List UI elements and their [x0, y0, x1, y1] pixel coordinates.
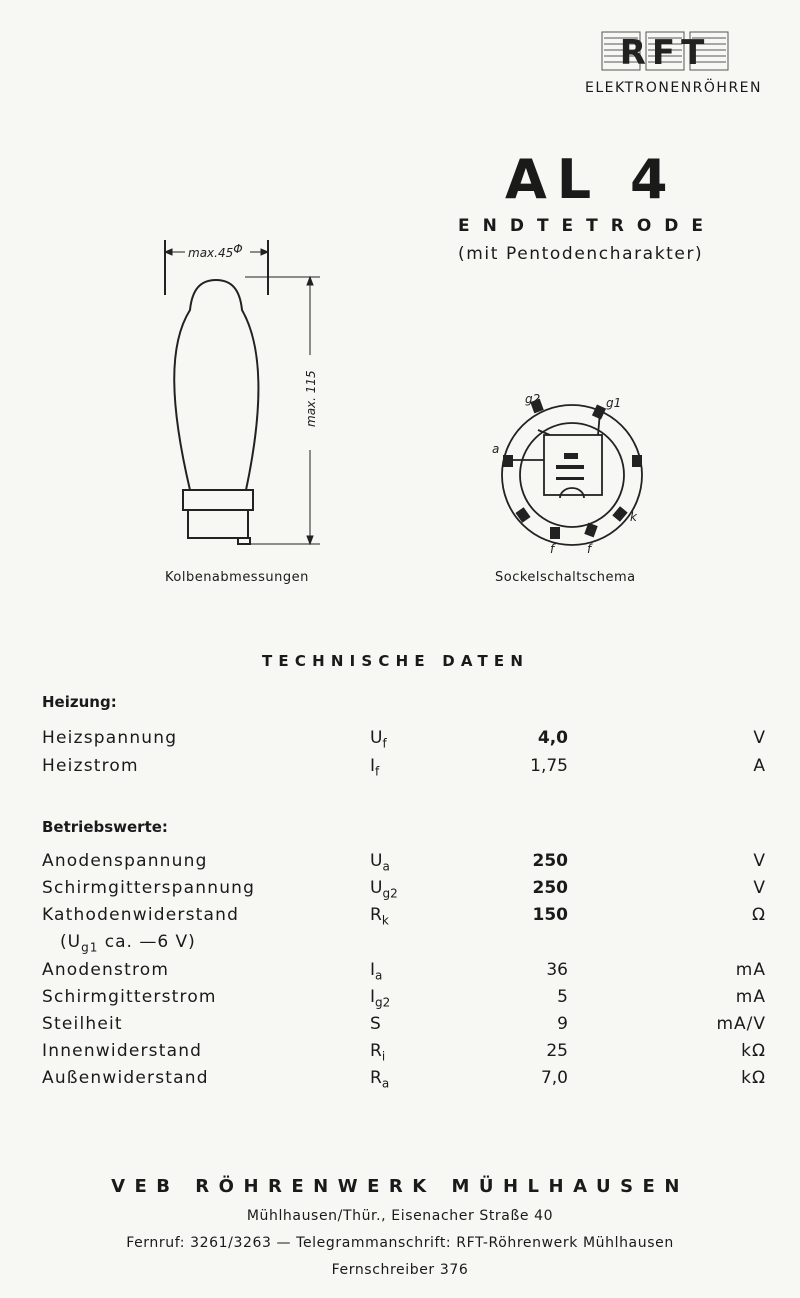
data-row [0, 905, 800, 931]
param-name: Kathodenwiderstand [42, 905, 240, 925]
svg-text:k: k [630, 510, 637, 524]
pin-g1 [592, 404, 606, 419]
svg-text:a: a [492, 442, 500, 456]
manufacturer-telex: Fernschreiber 376 [331, 1262, 469, 1278]
param-unit: mA [735, 987, 766, 1007]
data-row [0, 851, 800, 877]
socket-caption: Sockelschaltschema [495, 570, 636, 585]
data-row [0, 987, 800, 1013]
cathode-bias-note: ($U_{g1}$ ca. —6 V) [60, 932, 196, 955]
data-row [0, 756, 800, 782]
param-symbol: $R_a$ [370, 1068, 390, 1091]
param-name: Steilheit [42, 1014, 123, 1034]
data-row [0, 1068, 800, 1094]
pin-nc [632, 455, 642, 467]
param-name: Außenwiderstand [42, 1068, 209, 1088]
brand-subtitle: ELEKTRONENRÖHREN [585, 80, 762, 96]
drawing-caption: Kolbenabmessungen [165, 570, 309, 585]
tube-type: AL 4 [505, 148, 678, 211]
param-name: Schirmgitterspannung [42, 878, 256, 898]
param-unit: V [753, 878, 766, 898]
data-row [0, 960, 800, 986]
param-value: 36 [546, 960, 568, 980]
param-symbol: $U_a$ [370, 851, 390, 874]
param-symbol: $I_f$ [370, 756, 380, 779]
param-name: Schirmgitterstrom [42, 987, 217, 1007]
tube-dimension-drawing [150, 235, 330, 555]
param-value: 250 [532, 851, 568, 871]
param-unit: kΩ [741, 1068, 766, 1088]
pin-a [503, 455, 513, 467]
param-value: 7,0 [540, 1068, 568, 1088]
manufacturer: VEB RÖHRENWERK MÜHLHAUSEN [111, 1176, 689, 1197]
param-value: 9 [557, 1014, 568, 1034]
param-name: Innenwiderstand [42, 1041, 203, 1061]
param-name: Anodenspannung [42, 851, 208, 871]
param-name: Anodenstrom [42, 960, 170, 980]
param-value: 1,75 [530, 756, 568, 776]
param-value: 250 [532, 878, 568, 898]
svg-text:g2: g2 [525, 392, 541, 406]
heating-section-label: Heizung: [42, 693, 117, 711]
svg-text:max.45Φ: max.45Φ [188, 242, 243, 260]
param-name: Heizstrom [42, 756, 139, 776]
manufacturer-phone: Fernruf: 3261/3263 — Telegrammanschrift: RFT-Röhrenwerk Mühlhausen [126, 1235, 674, 1251]
tube-class: ENDTETRODE [458, 216, 717, 236]
param-symbol: $U_{g2}$ [370, 878, 398, 901]
tube-class-note: (mit Pentodencharakter) [458, 244, 704, 264]
param-value: 150 [532, 905, 568, 925]
data-row [0, 1014, 800, 1040]
param-value: 5 [557, 987, 568, 1007]
param-symbol: $I_a$ [370, 960, 383, 983]
param-symbol: $I_{g2}$ [370, 987, 391, 1010]
svg-text:max. 115: max. 115 [304, 370, 318, 427]
param-symbol: $U_f$ [370, 728, 387, 751]
pin-f1 [550, 527, 560, 539]
svg-text:g1: g1 [606, 396, 622, 410]
data-row [0, 728, 800, 754]
rft-logo [600, 28, 730, 74]
data-row [0, 878, 800, 904]
param-name: Heizspannung [42, 728, 178, 748]
param-unit: mA [735, 960, 766, 980]
param-unit: kΩ [741, 1041, 766, 1061]
data-row [0, 1041, 800, 1067]
param-unit: V [753, 851, 766, 871]
param-symbol: $R_i$ [370, 1041, 386, 1064]
technical-data-heading: TECHNISCHE DATEN [262, 652, 530, 670]
svg-text:f: f [550, 542, 555, 556]
param-symbol: S [370, 1014, 381, 1034]
manufacturer-address: Mühlhausen/Thür., Eisenacher Straße 40 [246, 1208, 554, 1224]
svg-text:f: f [587, 542, 592, 556]
svg-text:RFT: RFT [619, 33, 711, 73]
operating-section-label: Betriebswerte: [42, 818, 168, 836]
param-value: 25 [546, 1041, 568, 1061]
socket-schematic [480, 385, 655, 560]
param-unit: Ω [752, 905, 766, 925]
param-unit: V [753, 728, 766, 748]
param-unit: A [753, 756, 766, 776]
param-unit: mA/V [716, 1014, 766, 1034]
param-symbol: $R_k$ [370, 905, 389, 928]
param-value: 4,0 [537, 728, 568, 748]
